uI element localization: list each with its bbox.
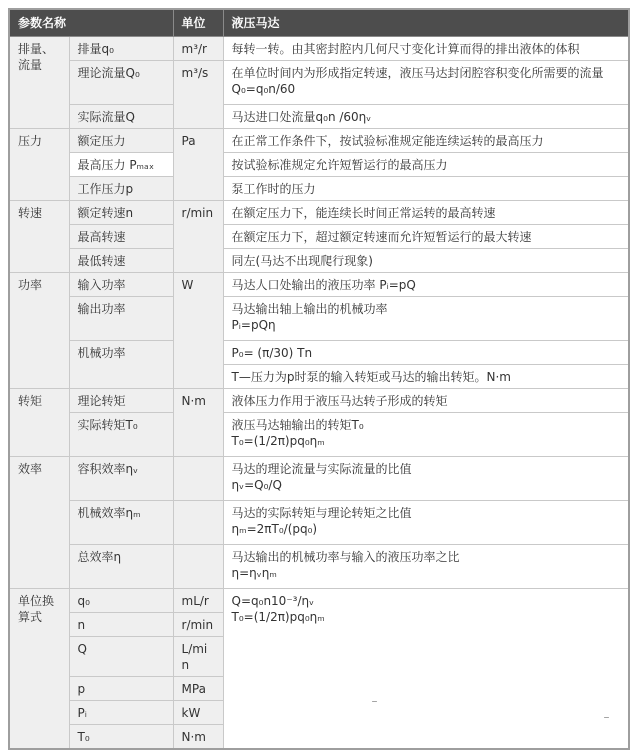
desc-cell <box>223 413 629 457</box>
param-cell: Pᵢ <box>69 701 173 725</box>
table-row <box>9 61 629 105</box>
desc-line: 马达的理论流量与实际流量的比值 <box>231 462 412 476</box>
desc-line: 马达输出的机械功率与输入的液压功率之比 <box>231 550 460 564</box>
param-cell: 输出功率 <box>69 297 173 341</box>
desc-cell <box>223 457 629 501</box>
param-cell: 实际流量Q <box>69 105 173 129</box>
table-row <box>9 457 629 501</box>
table-row <box>9 389 629 413</box>
table-row <box>9 105 629 129</box>
unit-cell: r/min <box>173 201 223 273</box>
section-label-unit-conversion: 单位换算式 <box>9 589 69 750</box>
header-parameter-name: 参数名称 <box>9 9 173 37</box>
formula-line: T₀=(1/2π)pq₀ηₘ <box>231 434 325 448</box>
desc-cell: 每转一转。由其密封腔内几何尺寸变化计算而得的排出液体的体积 <box>223 37 629 61</box>
desc-cell: 在额定压力下，超过额定转速而允许短暂运行的最大转速 <box>223 225 629 249</box>
table-row <box>9 297 629 341</box>
section-label-speed: 转速 <box>9 201 69 273</box>
section-label-pressure: 压力 <box>9 129 69 201</box>
formula-line: ηᵥ=Q₀/Q <box>231 478 282 492</box>
param-cell: q₀ <box>69 589 173 613</box>
param-cell: 最高压力 Pₘₐₓ <box>69 153 173 177</box>
header-unit: 单位 <box>173 9 223 37</box>
unit-cell: mL/r <box>173 589 223 613</box>
param-cell: 总效率η <box>69 545 173 589</box>
desc-line: 马达输出轴上输出的机械功率 <box>231 302 388 316</box>
table-row <box>9 501 629 545</box>
desc-cell: 在正常工作条件下，按试验标准规定能连续运转的最高压力 <box>223 129 629 153</box>
unit-cell: N·m <box>173 725 223 750</box>
desc-cell <box>223 61 629 105</box>
param-cell: 输入功率 <box>69 273 173 297</box>
unit-cell: MPa <box>173 677 223 701</box>
unit-cell: r/min <box>173 613 223 637</box>
stray-dash: – <box>603 710 610 724</box>
table-row <box>9 177 629 201</box>
unit-cell <box>173 501 223 545</box>
param-cell: T₀ <box>69 725 173 750</box>
section-label-torque: 转矩 <box>9 389 69 457</box>
param-cell: Q <box>69 637 173 677</box>
header-hydraulic-motor: 液压马达 <box>223 9 629 37</box>
unit-cell: m³/r <box>173 37 223 61</box>
unit-cell: N·m <box>173 389 223 457</box>
section-label-displacement-flow: 排量、流量 <box>9 37 69 129</box>
formula-line: ηₘ=2πT₀/(pq₀) <box>231 522 318 536</box>
formula-line: T₀=(1/2π)pq₀ηₘ <box>231 610 325 624</box>
param-cell: p <box>69 677 173 701</box>
param-cell: 实际转矩T₀ <box>69 413 173 457</box>
desc-cell: 泵工作时的压力 <box>223 177 629 201</box>
desc-cell <box>223 297 629 341</box>
param-cell: n <box>69 613 173 637</box>
desc-cell: 液体压力作用于液压马达转子形成的转矩 <box>223 389 629 413</box>
desc-line: 液压马达轴输出的转矩T₀ <box>231 418 364 432</box>
table-header-row <box>9 9 629 37</box>
desc-line: 马达的实际转矩与理论转矩之比值 <box>231 506 412 520</box>
note-cell: T—压力为p时泵的输入转矩或马达的输出转矩。N·m <box>223 365 629 389</box>
param-cell: 最低转速 <box>69 249 173 273</box>
param-cell: 容积效率ηᵥ <box>69 457 173 501</box>
conversion-formula-cell <box>223 589 629 750</box>
desc-cell: 按试验标准规定允许短暂运行的最高压力 <box>223 153 629 177</box>
param-cell: 机械功率 <box>69 341 173 389</box>
formula-line: η=ηᵥηₘ <box>231 566 277 580</box>
unit-cell: m³/s <box>173 61 223 129</box>
desc-cell <box>223 501 629 545</box>
unit-cell <box>173 545 223 589</box>
param-cell: 最高转速 <box>69 225 173 249</box>
table-row <box>9 589 629 613</box>
table-row <box>9 37 629 61</box>
desc-line: 在单位时间内为形成指定转速，液压马达封闭腔容积变化所需要的流量 <box>231 66 604 80</box>
table-row <box>9 153 629 177</box>
table-row <box>9 225 629 249</box>
unit-cell: Pa <box>173 129 223 201</box>
param-cell: 理论流量Q₀ <box>69 61 173 105</box>
param-cell: 排量q₀ <box>69 37 173 61</box>
unit-cell <box>173 457 223 501</box>
param-cell: 额定转速n <box>69 201 173 225</box>
unit-cell: W <box>173 273 223 389</box>
param-cell: 工作压力p <box>69 177 173 201</box>
unit-cell: kW <box>173 701 223 725</box>
section-label-efficiency: 效率 <box>9 457 69 589</box>
unit-cell: L/min <box>173 637 223 677</box>
table-row <box>9 413 629 457</box>
table-row <box>9 129 629 153</box>
desc-cell: 同左(马达不出现爬行现象) <box>223 249 629 273</box>
param-cell: 理论转矩 <box>69 389 173 413</box>
desc-cell <box>223 545 629 589</box>
table-row <box>9 249 629 273</box>
table-row <box>9 201 629 225</box>
desc-cell: 马达人口处输出的液压功率 Pᵢ=pQ <box>223 273 629 297</box>
formula-cell: P₀= (π/30) Tn <box>223 341 629 365</box>
section-label-power: 功率 <box>9 273 69 389</box>
table-row <box>9 545 629 589</box>
param-cell: 额定压力 <box>69 129 173 153</box>
param-cell: 机械效率ηₘ <box>69 501 173 545</box>
formula-line: Q₀=q₀n/60 <box>231 82 296 96</box>
desc-cell: 马达进口处流量q₀n /60ηᵥ <box>223 105 629 129</box>
table-row <box>9 273 629 297</box>
formula-line: Pᵢ=pQη <box>231 318 276 332</box>
hydraulic-motor-parameters-table <box>8 8 630 750</box>
table-row <box>9 341 629 365</box>
desc-cell: 在额定压力下，能连续长时间正常运转的最高转速 <box>223 201 629 225</box>
stray-dash: – <box>371 694 378 708</box>
formula-line: Q=q₀n10⁻³/ηᵥ <box>231 594 315 608</box>
